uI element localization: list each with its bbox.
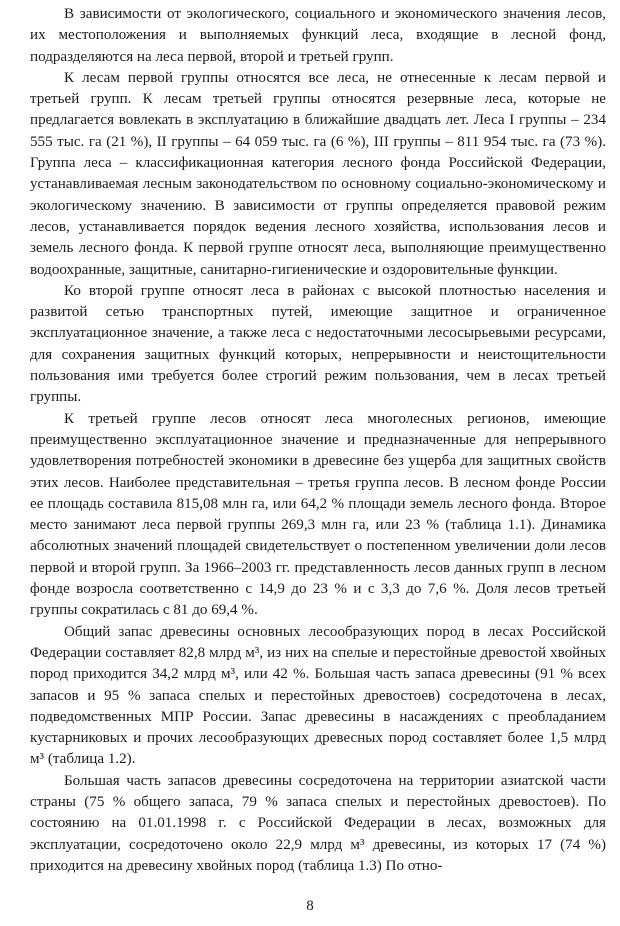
paragraph: К третьей группе лесов относят леса многолесных регионов, имеющие преимущественно эксплуатационное значение и предназначенные для непрерывного удовлетворения потребностей экономики в древесине без ущерба для защитных свойств этих лесов. Наиболее представительная – третья группа лесов. В лесном фонде России ее площадь составила 815,08 млн га, или 64,2 % площади земель лесного фонда. Второе место занимают леса первой группы 269,3 млн га, или 23 % (таблица 1.1). Динамика абсолютных значений площадей свидетельствует о постепенном увеличении доли лесов первой и второй групп. За 1966–2003 гг. представленность лесов данных групп в лесном фонде возросла соответственно с 14,9 до 23 % и с 3,3 до 7,6 %. Доля лесов третьей группы сократилась с 81 до 69,4 %.: [30, 410, 606, 619]
page-text: [30, 4, 606, 877]
paragraph: Ко второй группе относят леса в районах с высокой плотностью населения и развитой сетью транспортных путей, имеющие защитное и ограниченное эксплуатационное значение, а также леса с недостаточными лесосырьевыми ресурсами, для сохранения защитных функций которых, непрерывности и неистощительности пользования ими требуется более строгий режим пользования, чем в лесах третьей группы.: [30, 282, 606, 406]
paragraph: Общий запас древесины основных лесообразующих пород в лесах Российской Федерации составляет 82,8 млрд м³, из них на спелые и перестойные древостой хвойных пород приходится 34,2 млрд м³, или 42 %. Большая часть запаса древесины (91 % всех запасов и 95 % запаса спелых и перестойных древостоев) сосредоточена в лесах, подведомственных МПР России. Запас древесины в насаждениях с преобладанием кустарниковых и прочих лесообразующих древесных пород составляет более 1,5 млрд м³ (таблица 1.2).: [30, 623, 606, 768]
paragraph: В зависимости от экологического, социального и экономического значения лесов, их местоположения и выполняемых функций леса, входящие в лесной фонд, подразделяются на леса первой, второй и третьей групп.: [30, 6, 606, 65]
paragraph: К лесам первой группы относятся все леса, не отнесенные к лесам первой и третьей групп. К лесам третьей группы относятся резервные леса, которые не предлагается вовлекать в эксплуатацию в ближайшие двадцать лет. Леса I группы – 234 555 тыс. га (21 %), II группы – 64 059 тыс. га (6 %), III группы – 811 954 тыс. га (73 %). Группа леса – классификационная категория лесного фонда Российской Федерации, устанавливаемая лесным законодательством по основному социально-экономическому и экологическому значению. В зависимости от группы определяется правовой режим лесов, устанавливается порядок ведения лесного хозяйства, использования лесов и земель лесного фонда. К первой группе относят леса, выполняющие преимущественно водоохранные, защитные, санитарно-гигиенические и оздоровительные функции.: [30, 69, 606, 278]
paragraph: Большая часть запасов древесины сосредоточена на территории азиатской части страны (75 % общего запаса, 79 % запаса спелых и перестойных древостоев). По состоянию на 01.01.1998 г. с Российской Федерации в лесах, возможных для эксплуатации, сосредоточено около 22,9 млрд м³ древесины, из которых 17 (74 %) приходится на древесину хвойных пород (таблица 1.3) По отно-: [30, 772, 606, 874]
page-number: 8: [306, 898, 314, 914]
